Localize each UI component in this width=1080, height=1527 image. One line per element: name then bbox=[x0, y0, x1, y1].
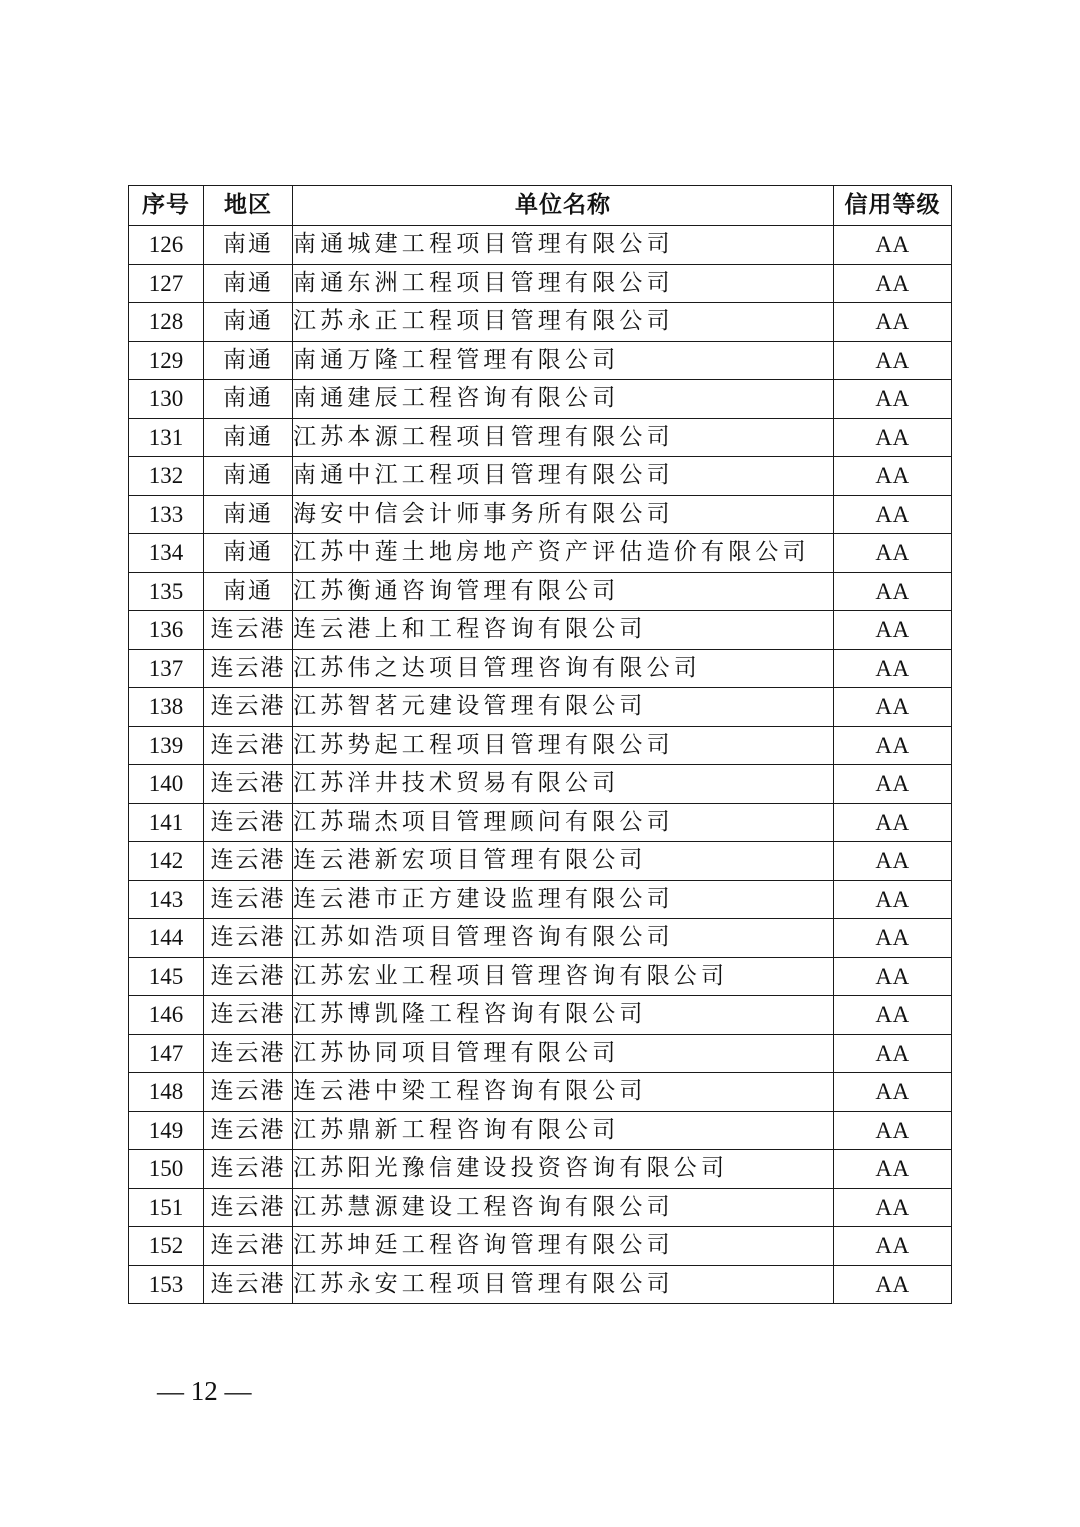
table-header bbox=[129, 186, 952, 226]
cell-serial-number: 145 bbox=[129, 957, 204, 996]
cell-region: 南通 bbox=[204, 534, 293, 573]
table-row bbox=[129, 572, 952, 611]
cell-serial-number: 143 bbox=[129, 880, 204, 919]
cell-serial-number: 128 bbox=[129, 303, 204, 342]
cell-serial-number: 142 bbox=[129, 842, 204, 881]
table-row bbox=[129, 226, 952, 265]
cell-region: 连云港 bbox=[204, 1073, 293, 1112]
cell-region: 连云港 bbox=[204, 996, 293, 1035]
table-row bbox=[129, 611, 952, 650]
cell-serial-number: 137 bbox=[129, 649, 204, 688]
cell-credit-grade: AA bbox=[834, 1073, 952, 1112]
cell-serial-number: 136 bbox=[129, 611, 204, 650]
cell-credit-grade: AA bbox=[834, 303, 952, 342]
cell-serial-number: 150 bbox=[129, 1150, 204, 1189]
cell-serial-number: 130 bbox=[129, 380, 204, 419]
cell-region: 南通 bbox=[204, 418, 293, 457]
cell-serial-number: 148 bbox=[129, 1073, 204, 1112]
cell-region: 连云港 bbox=[204, 649, 293, 688]
cell-company-name: 连云港市正方建设监理有限公司 bbox=[293, 880, 834, 919]
header-company-name: 单位名称 bbox=[293, 186, 834, 226]
table-row bbox=[129, 957, 952, 996]
cell-credit-grade: AA bbox=[834, 1227, 952, 1266]
cell-region: 连云港 bbox=[204, 765, 293, 804]
cell-company-name: 江苏宏业工程项目管理咨询有限公司 bbox=[293, 957, 834, 996]
cell-company-name: 南通万隆工程管理有限公司 bbox=[293, 341, 834, 380]
cell-credit-grade: AA bbox=[834, 996, 952, 1035]
cell-region: 连云港 bbox=[204, 957, 293, 996]
cell-credit-grade: AA bbox=[834, 418, 952, 457]
cell-serial-number: 134 bbox=[129, 534, 204, 573]
cell-credit-grade: AA bbox=[834, 1111, 952, 1150]
cell-company-name: 连云港中梁工程咨询有限公司 bbox=[293, 1073, 834, 1112]
table-row bbox=[129, 495, 952, 534]
cell-region: 连云港 bbox=[204, 1227, 293, 1266]
cell-company-name: 江苏瑞杰项目管理顾问有限公司 bbox=[293, 803, 834, 842]
table-row bbox=[129, 919, 952, 958]
cell-region: 连云港 bbox=[204, 1034, 293, 1073]
cell-company-name: 江苏洋井技术贸易有限公司 bbox=[293, 765, 834, 804]
cell-company-name: 江苏博凯隆工程咨询有限公司 bbox=[293, 996, 834, 1035]
credit-rating-table bbox=[128, 185, 952, 1304]
table-row bbox=[129, 341, 952, 380]
cell-credit-grade: AA bbox=[834, 572, 952, 611]
cell-credit-grade: AA bbox=[834, 726, 952, 765]
table-row bbox=[129, 726, 952, 765]
header-region: 地区 bbox=[204, 186, 293, 226]
cell-region: 连云港 bbox=[204, 1265, 293, 1304]
table-row bbox=[129, 880, 952, 919]
cell-company-name: 江苏永安工程项目管理有限公司 bbox=[293, 1265, 834, 1304]
cell-company-name: 江苏伟之达项目管理咨询有限公司 bbox=[293, 649, 834, 688]
cell-credit-grade: AA bbox=[834, 341, 952, 380]
cell-region: 南通 bbox=[204, 264, 293, 303]
cell-company-name: 江苏如浩项目管理咨询有限公司 bbox=[293, 919, 834, 958]
cell-credit-grade: AA bbox=[834, 957, 952, 996]
cell-region: 连云港 bbox=[204, 880, 293, 919]
cell-company-name: 江苏慧源建设工程咨询有限公司 bbox=[293, 1188, 834, 1227]
table-row bbox=[129, 1188, 952, 1227]
cell-serial-number: 132 bbox=[129, 457, 204, 496]
cell-credit-grade: AA bbox=[834, 495, 952, 534]
table-row bbox=[129, 996, 952, 1035]
cell-serial-number: 149 bbox=[129, 1111, 204, 1150]
cell-serial-number: 129 bbox=[129, 341, 204, 380]
cell-serial-number: 133 bbox=[129, 495, 204, 534]
cell-company-name: 南通城建工程项目管理有限公司 bbox=[293, 226, 834, 265]
cell-credit-grade: AA bbox=[834, 534, 952, 573]
cell-serial-number: 127 bbox=[129, 264, 204, 303]
cell-region: 南通 bbox=[204, 495, 293, 534]
cell-region: 连云港 bbox=[204, 688, 293, 727]
cell-credit-grade: AA bbox=[834, 919, 952, 958]
cell-company-name: 江苏中莲土地房地产资产评估造价有限公司 bbox=[293, 534, 834, 573]
cell-region: 连云港 bbox=[204, 1111, 293, 1150]
table-body bbox=[129, 226, 952, 1304]
cell-credit-grade: AA bbox=[834, 457, 952, 496]
table-row bbox=[129, 1150, 952, 1189]
cell-company-name: 江苏坤廷工程咨询管理有限公司 bbox=[293, 1227, 834, 1266]
cell-company-name: 南通东洲工程项目管理有限公司 bbox=[293, 264, 834, 303]
cell-credit-grade: AA bbox=[834, 1150, 952, 1189]
cell-serial-number: 147 bbox=[129, 1034, 204, 1073]
cell-serial-number: 131 bbox=[129, 418, 204, 457]
table-row bbox=[129, 457, 952, 496]
cell-credit-grade: AA bbox=[834, 226, 952, 265]
cell-credit-grade: AA bbox=[834, 611, 952, 650]
cell-region: 南通 bbox=[204, 457, 293, 496]
cell-credit-grade: AA bbox=[834, 1265, 952, 1304]
cell-credit-grade: AA bbox=[834, 264, 952, 303]
cell-region: 南通 bbox=[204, 572, 293, 611]
cell-company-name: 海安中信会计师事务所有限公司 bbox=[293, 495, 834, 534]
cell-region: 连云港 bbox=[204, 842, 293, 881]
table-row bbox=[129, 1265, 952, 1304]
table-row bbox=[129, 688, 952, 727]
cell-region: 连云港 bbox=[204, 611, 293, 650]
cell-serial-number: 135 bbox=[129, 572, 204, 611]
cell-credit-grade: AA bbox=[834, 1034, 952, 1073]
cell-company-name: 江苏势起工程项目管理有限公司 bbox=[293, 726, 834, 765]
header-row bbox=[129, 186, 952, 226]
cell-serial-number: 152 bbox=[129, 1227, 204, 1266]
table-row bbox=[129, 1034, 952, 1073]
cell-serial-number: 139 bbox=[129, 726, 204, 765]
cell-company-name: 江苏永正工程项目管理有限公司 bbox=[293, 303, 834, 342]
cell-serial-number: 146 bbox=[129, 996, 204, 1035]
header-credit-grade: 信用等级 bbox=[834, 186, 952, 226]
cell-credit-grade: AA bbox=[834, 380, 952, 419]
cell-region: 南通 bbox=[204, 303, 293, 342]
cell-company-name: 连云港新宏项目管理有限公司 bbox=[293, 842, 834, 881]
cell-credit-grade: AA bbox=[834, 765, 952, 804]
cell-region: 连云港 bbox=[204, 803, 293, 842]
cell-credit-grade: AA bbox=[834, 688, 952, 727]
cell-serial-number: 151 bbox=[129, 1188, 204, 1227]
cell-region: 南通 bbox=[204, 226, 293, 265]
cell-serial-number: 144 bbox=[129, 919, 204, 958]
table-row bbox=[129, 264, 952, 303]
table-row bbox=[129, 1227, 952, 1266]
table-row bbox=[129, 534, 952, 573]
cell-region: 连云港 bbox=[204, 1150, 293, 1189]
table-row bbox=[129, 649, 952, 688]
cell-credit-grade: AA bbox=[834, 803, 952, 842]
cell-company-name: 连云港上和工程咨询有限公司 bbox=[293, 611, 834, 650]
cell-company-name: 江苏阳光豫信建设投资咨询有限公司 bbox=[293, 1150, 834, 1189]
cell-region: 南通 bbox=[204, 380, 293, 419]
table-row bbox=[129, 803, 952, 842]
cell-serial-number: 141 bbox=[129, 803, 204, 842]
cell-serial-number: 126 bbox=[129, 226, 204, 265]
cell-region: 连云港 bbox=[204, 726, 293, 765]
table-row bbox=[129, 1111, 952, 1150]
cell-company-name: 江苏衡通咨询管理有限公司 bbox=[293, 572, 834, 611]
cell-company-name: 江苏鼎新工程咨询有限公司 bbox=[293, 1111, 834, 1150]
cell-region: 南通 bbox=[204, 341, 293, 380]
cell-credit-grade: AA bbox=[834, 1188, 952, 1227]
cell-company-name: 江苏协同项目管理有限公司 bbox=[293, 1034, 834, 1073]
table-row bbox=[129, 380, 952, 419]
page-number: — 12 — bbox=[157, 1376, 252, 1406]
cell-company-name: 江苏本源工程项目管理有限公司 bbox=[293, 418, 834, 457]
cell-serial-number: 138 bbox=[129, 688, 204, 727]
table-row bbox=[129, 765, 952, 804]
table-row bbox=[129, 842, 952, 881]
cell-credit-grade: AA bbox=[834, 842, 952, 881]
cell-company-name: 南通建辰工程咨询有限公司 bbox=[293, 380, 834, 419]
table-row bbox=[129, 1073, 952, 1112]
cell-region: 连云港 bbox=[204, 919, 293, 958]
header-serial-number: 序号 bbox=[129, 186, 204, 226]
cell-credit-grade: AA bbox=[834, 649, 952, 688]
cell-region: 连云港 bbox=[204, 1188, 293, 1227]
cell-company-name: 南通中江工程项目管理有限公司 bbox=[293, 457, 834, 496]
cell-company-name: 江苏智茗元建设管理有限公司 bbox=[293, 688, 834, 727]
table-row bbox=[129, 418, 952, 457]
cell-credit-grade: AA bbox=[834, 880, 952, 919]
table-row bbox=[129, 303, 952, 342]
cell-serial-number: 153 bbox=[129, 1265, 204, 1304]
cell-serial-number: 140 bbox=[129, 765, 204, 804]
